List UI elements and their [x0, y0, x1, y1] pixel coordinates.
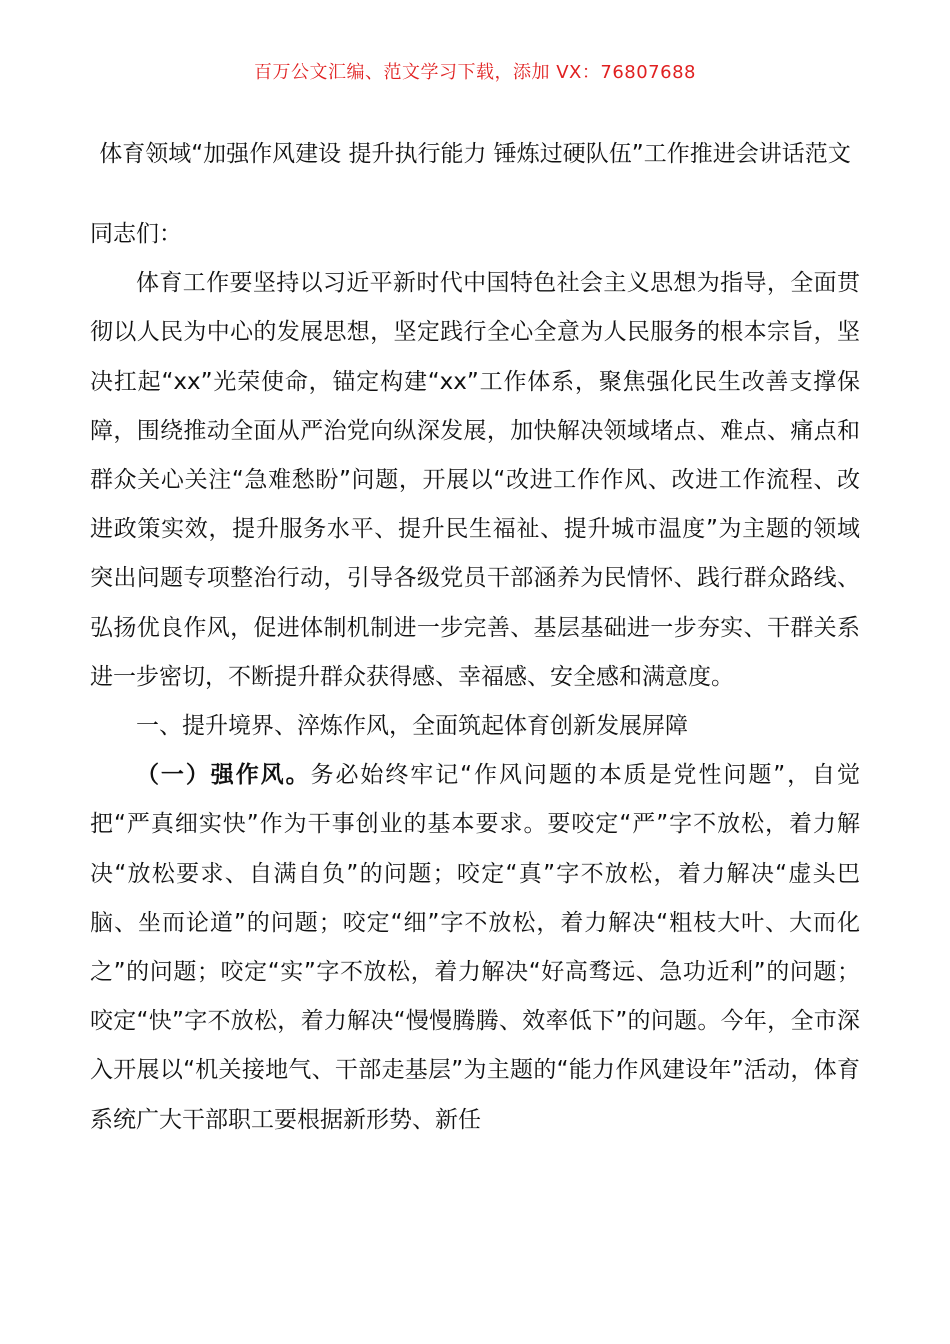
salutation: 同志们：	[90, 221, 182, 247]
document-body	[90, 210, 860, 1145]
section-heading: 一、提升境界、淬炼作风，全面筑起体育创新发展屏障	[136, 713, 688, 740]
document-title: 体育领域“加强作风建设 提升执行能力 锤炼过硬队伍”工作推进会讲话范文	[99, 141, 851, 167]
watermark-header: 百万公文汇编、范文学习下载，添加 VX：76807688	[254, 62, 696, 83]
subsection-paragraph	[90, 751, 860, 1145]
subsection-lead: （一）强作风。	[136, 762, 311, 789]
subsection-text: 务必始终牢记“作风问题的本质是党性问题”，自觉把“严真细实快”作为干事创业的基本要求。要咬定“严”字不放松，着力解决“放松要求、自满自负”的问题；咬定“真”字不放松，着力解决“虚头巴脑、坐而论道”的问题；咬定“细”字不放松，着力解决“粗枝大叶、大而化之”的问题；咬定“实”字不放松，着力解决“好高骛远、急功近利”的问题；咬定“快”字不放松，着力解决“慢慢腾腾、效率低下”的问题。今年，全市深入开展以“机关接地气、干部走基层”为主题的“能力作风建设年”活动，体育系统广大干部职工要根据新形势、新任	[90, 762, 860, 1133]
intro-paragraph: 体育工作要坚持以习近平新时代中国特色社会主义思想为指导，全面贯彻以人民为中心的发展思想，坚定践行全心全意为人民服务的根本宗旨，坚决扛起“xx”光荣使命，锚定构建“xx”工作体系，聚焦强化民生改善支撑保障，围绕推动全面从严治党向纵深发展，加快解决领域堵点、难点、痛点和群众关心关注“急难愁盼”问题，开展以“改进工作作风、改进工作流程、改进政策实效，提升服务水平、提升民生福祉、提升城市温度”为主题的领域突出问题专项整治行动，引导各级党员干部涵养为民情怀、践行群众路线、弘扬优良作风，促进体制机制进一步完善、基层基础进一步夯实、干群关系进一步密切，不断提升群众获得感、幸福感、安全感和满意度。	[90, 270, 860, 690]
